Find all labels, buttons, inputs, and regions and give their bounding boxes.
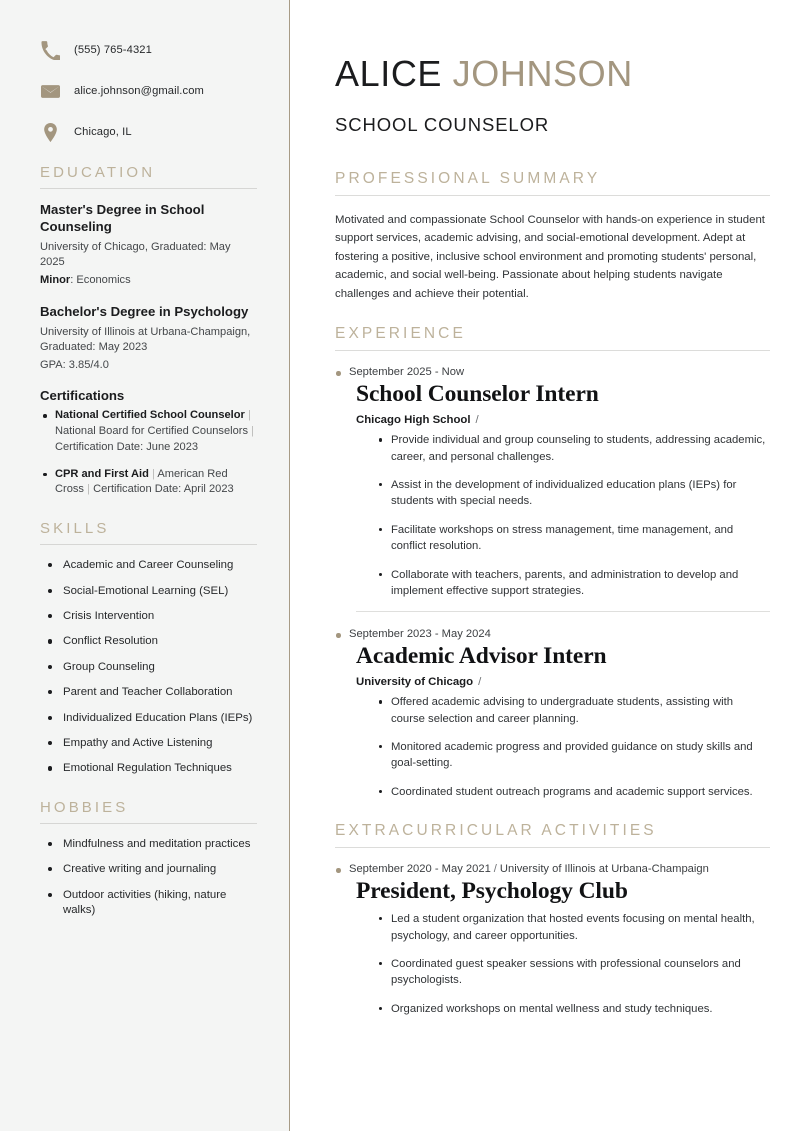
org-name: University of Chicago [356,676,474,689]
main-column [290,0,800,1131]
separator: | [151,467,155,480]
experience-entry [335,366,770,599]
certification-name: CPR and First Aid [55,467,149,480]
entry-role: President, Psychology Club [356,878,628,905]
list-item: Conflict Resolution [40,634,257,649]
degree-gpa: GPA: 3.85/4.0 [40,359,109,372]
extracurricular-section [335,822,770,1017]
page-title [335,53,770,94]
list-item: Academic and Career Counseling [40,558,257,573]
certification-issuer: American Red Cross [55,467,228,496]
certification-date: Certification Date: June 2023 [55,440,199,453]
list-item: Group Counseling [40,660,257,675]
date-slash: / [493,863,497,876]
org-slash: / [475,414,479,427]
entry-role: Academic Advisor Intern [356,643,607,670]
certifications-list [40,408,257,498]
phone-icon [40,40,60,60]
list-item: Outdoor activities (hiking, nature walks) [40,888,257,919]
list-item: Collaborate with teachers, parents, and administration to develop and implement effective support strategies. [377,567,770,600]
separator: | [87,483,90,496]
separator: | [251,425,254,438]
minor-label: Minor [40,274,71,287]
date-range: September 2020 - May 2021 [349,863,491,876]
org-slash: / [478,676,482,689]
list-item: Facilitate workshops on stress management, time management, and conflict resolution. [377,522,770,555]
certification-name: National Certified School Counselor [55,409,245,422]
phone-text: (555) 765-4321 [74,44,152,56]
list-item: Emotional Regulation Techniques [40,761,257,776]
org-name: Chicago High School [356,414,471,427]
list-item: Creative writing and journaling [40,862,257,877]
email-text: alice.johnson@gmail.com [74,85,204,97]
contact-email [40,81,257,101]
separator: | [247,409,251,422]
sidebar [0,0,290,1131]
last-name: JOHNSON [452,53,633,94]
first-name: ALICE [335,53,453,94]
extracurricular-entry [335,863,770,1017]
hobbies-heading: HOBBIES [40,798,129,816]
skills-heading: SKILLS [40,520,110,538]
summary-section [335,170,770,303]
certifications-heading: Certifications [40,388,125,404]
list-item: Coordinated guest speaker sessions with professional counselors and psychologists. [377,956,770,989]
list-item: Crisis Intervention [40,609,257,624]
skills-divider [40,544,257,545]
summary-heading: PROFESSIONAL SUMMARY [335,170,601,187]
list-item: Social-Emotional Learning (SEL) [40,584,257,599]
duties-list [377,911,770,1017]
degree-meta [40,273,257,288]
duties-list [377,694,770,800]
summary-divider [335,195,770,196]
extracurricular-divider [335,847,770,848]
skills-list [40,558,257,777]
contact-location [40,122,257,142]
map-pin-icon [40,122,60,142]
degree-school: University of Illinois at Urbana-Champaign, Graduated: May 2023 [40,325,251,353]
entry-date [335,863,770,875]
envelope-icon [40,81,60,101]
summary-text: Motivated and compassionate School Counselor with hands-on experience in student support services, academic advising, and social-emotional development. Adept at fostering a positive, inclusive school environment and promoting students' personal, academic, and social well-being. Passionate about helping students navigate challenges and achieve their potential. [335,214,765,300]
list-item: Coordinated student outreach programs and academic support services. [377,784,770,800]
entry-date: September 2023 - May 2024 [335,628,770,640]
degree-title: Master's Degree in School Counseling [40,202,205,234]
location-text: Chicago, IL [74,126,132,138]
experience-entry [335,628,770,800]
contact-list [40,40,257,142]
hobbies-list [40,837,257,919]
entry-org [356,414,770,426]
list-item: Parent and Teacher Collaboration [40,685,257,700]
certification-issuer: National Board for Certified Counselors [55,425,249,438]
education-item [40,304,257,374]
entry-divider [356,611,770,612]
list-item: Offered academic advising to undergraduate students, assisting with course selection and career planning. [377,694,770,727]
list-item: Provide individual and group counseling to students, addressing academic, career, and personal challenges. [377,432,770,465]
job-title: SCHOOL COUNSELOR [335,114,550,135]
list-item: Empathy and Active Listening [40,736,257,751]
experience-divider [335,350,770,351]
date-org: University of Illinois at Urbana-Champaign [499,863,709,876]
list-item [40,467,257,499]
entry-org [356,676,770,688]
hobbies-divider [40,823,257,824]
duties-list [377,432,770,599]
certification-date: Certification Date: April 2023 [93,483,234,496]
experience-heading: EXPERIENCE [335,325,466,343]
minor-value: : Economics [70,274,131,287]
extracurricular-heading: EXTRACURRICULAR ACTIVITIES [335,822,657,840]
entry-role: School Counselor Intern [356,381,599,408]
list-item: Organized workshops on mental wellness and study techniques. [377,1001,770,1017]
degree-school: University of Chicago, Graduated: May 2025 [40,240,231,269]
degree-title: Bachelor's Degree in Psychology [40,303,249,319]
list-item: Mindfulness and meditation practices [40,837,257,852]
education-divider [40,188,257,189]
education-heading: EDUCATION [40,164,156,181]
education-item [40,202,257,289]
contact-phone [40,40,257,60]
list-item: Assist in the development of individualized education plans (IEPs) for students with special needs. [377,477,770,510]
list-item: Monitored academic progress and provided guidance on study skills and goal-setting. [377,739,770,772]
experience-section [335,325,770,800]
list-item: Individualized Education Plans (IEPs) [40,711,257,726]
entry-date: September 2025 - Now [335,366,770,378]
list-item [40,408,257,455]
list-item: Led a student organization that hosted events focusing on mental health, psychology, and career opportunities. [377,911,770,944]
